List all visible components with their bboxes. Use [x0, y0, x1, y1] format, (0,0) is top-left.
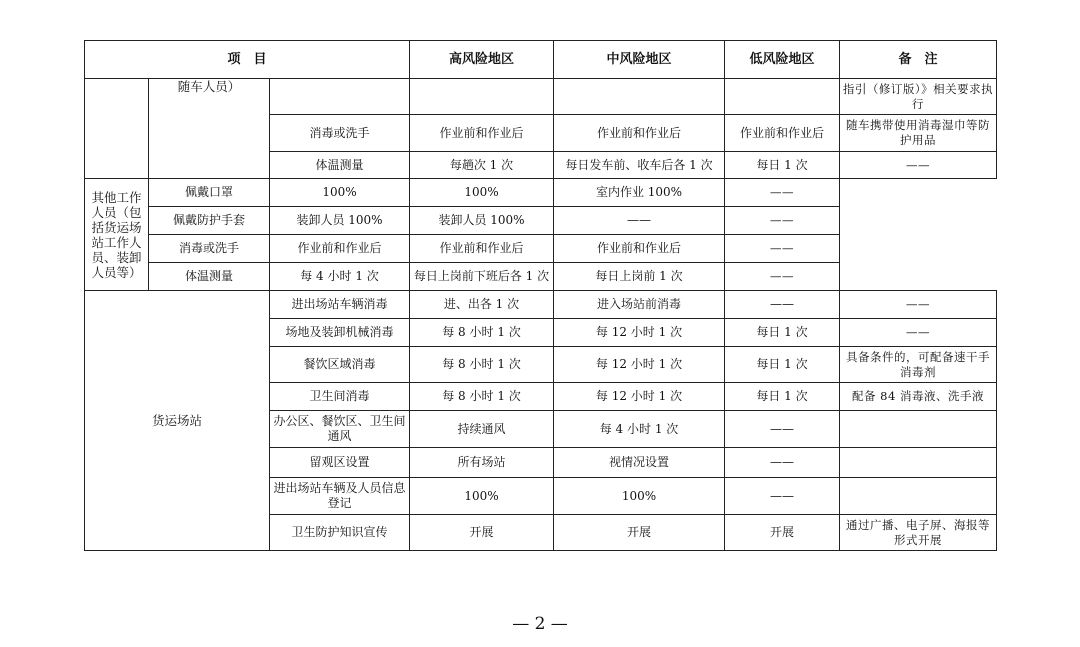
- cell-low: ——: [725, 478, 840, 515]
- cell-note: ——: [840, 152, 997, 179]
- header-low-risk: 低风险地区: [725, 41, 840, 79]
- cell-mid: 每 12 小时 1 次: [554, 383, 725, 411]
- cell-low: 室内作业 100%: [554, 179, 725, 207]
- cell-mid: [554, 79, 725, 115]
- header-mid-risk: 中风险地区: [554, 41, 725, 79]
- cell-mid: 100%: [410, 179, 554, 207]
- header-item: 项 目: [85, 41, 410, 79]
- cell-item: 卫生间消毒: [270, 383, 410, 411]
- cell-low: 每日 1 次: [725, 152, 840, 179]
- cell-note: 指引（修订版）》相关要求执行: [840, 79, 997, 115]
- cell-item: 办公区、餐饮区、卫生间通风: [270, 411, 410, 448]
- cell-note: ——: [725, 235, 840, 263]
- cell-item: 消毒或洗手: [149, 235, 270, 263]
- cell-high: 开展: [410, 515, 554, 551]
- cell-note: 随车携带使用消毒湿巾等防护用品: [840, 115, 997, 152]
- cell-mid: 100%: [554, 478, 725, 515]
- table-row: [85, 235, 997, 263]
- cell-low: ——: [554, 207, 725, 235]
- cell-high: 每 8 小时 1 次: [410, 319, 554, 347]
- cell-high: 所有场站: [410, 448, 554, 478]
- cell-mid: 开展: [554, 515, 725, 551]
- cell-note: ——: [840, 291, 997, 319]
- cell-mid: 进入场站前消毒: [554, 291, 725, 319]
- cell-item: 进出场站车辆及人员信息登记: [270, 478, 410, 515]
- cell-low: 每日上岗前 1 次: [554, 263, 725, 291]
- page-number: — 2 —: [512, 614, 568, 634]
- cell-low: ——: [725, 411, 840, 448]
- cell-low: 开展: [725, 515, 840, 551]
- cell-item: [270, 79, 410, 115]
- group-blank: [85, 79, 149, 179]
- header-high-risk: 高风险地区: [410, 41, 554, 79]
- measures-table: [84, 40, 997, 551]
- cell-low: ——: [725, 448, 840, 478]
- cell-low: 每日 1 次: [725, 319, 840, 347]
- cell-high: 每 4 小时 1 次: [270, 263, 410, 291]
- cell-high: 每 8 小时 1 次: [410, 347, 554, 383]
- cell-mid: 每 12 小时 1 次: [554, 347, 725, 383]
- cell-item: 进出场站车辆消毒: [270, 291, 410, 319]
- table-row: [85, 179, 997, 207]
- header-note: 备 注: [840, 41, 997, 79]
- cell-note: 配备 84 消毒液、洗手液: [840, 383, 997, 411]
- cell-high: 进、出各 1 次: [410, 291, 554, 319]
- cell-high: 100%: [410, 478, 554, 515]
- table-row: [85, 291, 997, 319]
- cell-low: ——: [725, 291, 840, 319]
- cell-note: 具备条件的，可配备速干手消毒剂: [840, 347, 997, 383]
- cell-mid: 每 12 小时 1 次: [554, 319, 725, 347]
- header-row: [85, 41, 997, 79]
- cell-high: 100%: [270, 179, 410, 207]
- cell-item: 体温测量: [270, 152, 410, 179]
- cell-mid: 装卸人员 100%: [410, 207, 554, 235]
- cell-high: [410, 79, 554, 115]
- cell-mid: 作业前和作业后: [554, 115, 725, 152]
- table-row: [85, 263, 997, 291]
- cell-high: 装卸人员 100%: [270, 207, 410, 235]
- cell-low: [725, 79, 840, 115]
- cell-high: 作业前和作业后: [270, 235, 410, 263]
- group-label-station: 货运场站: [85, 291, 270, 551]
- group-label-other-staff: 其他工作人员（包括货运场站工作人员、装卸人员等）: [85, 179, 149, 291]
- cell-high: 作业前和作业后: [410, 115, 554, 152]
- cell-mid: 作业前和作业后: [410, 235, 554, 263]
- cell-item: 留观区设置: [270, 448, 410, 478]
- table-row: [85, 207, 997, 235]
- cell-low: 每日 1 次: [725, 347, 840, 383]
- cell-low: 作业前和作业后: [554, 235, 725, 263]
- cell-note: 通过广播、电子屏、海报等形式开展: [840, 515, 997, 551]
- cell-item: 体温测量: [149, 263, 270, 291]
- cell-mid: 每日发车前、收车后各 1 次: [554, 152, 725, 179]
- cell-note: ——: [725, 263, 840, 291]
- cell-note: [840, 411, 997, 448]
- cell-high: 持续通风: [410, 411, 554, 448]
- cell-note: [840, 448, 997, 478]
- cell-high: 每趟次 1 次: [410, 152, 554, 179]
- cell-note: ——: [725, 207, 840, 235]
- cell-note: ——: [725, 179, 840, 207]
- cell-mid: 每 4 小时 1 次: [554, 411, 725, 448]
- cell-item: 消毒或洗手: [270, 115, 410, 152]
- cell-item: 餐饮区域消毒: [270, 347, 410, 383]
- cell-mid: 视情况设置: [554, 448, 725, 478]
- cell-note: [840, 478, 997, 515]
- cell-item: 佩戴防护手套: [149, 207, 270, 235]
- group-label-crew: 随车人员）: [149, 79, 270, 179]
- table-row: [85, 79, 997, 115]
- cell-high: 每 8 小时 1 次: [410, 383, 554, 411]
- cell-item: 佩戴口罩: [149, 179, 270, 207]
- cell-item: 场地及装卸机械消毒: [270, 319, 410, 347]
- cell-item: 卫生防护知识宣传: [270, 515, 410, 551]
- cell-low: 每日 1 次: [725, 383, 840, 411]
- cell-mid: 每日上岗前下班后各 1 次: [410, 263, 554, 291]
- cell-note: ——: [840, 319, 997, 347]
- cell-low: 作业前和作业后: [725, 115, 840, 152]
